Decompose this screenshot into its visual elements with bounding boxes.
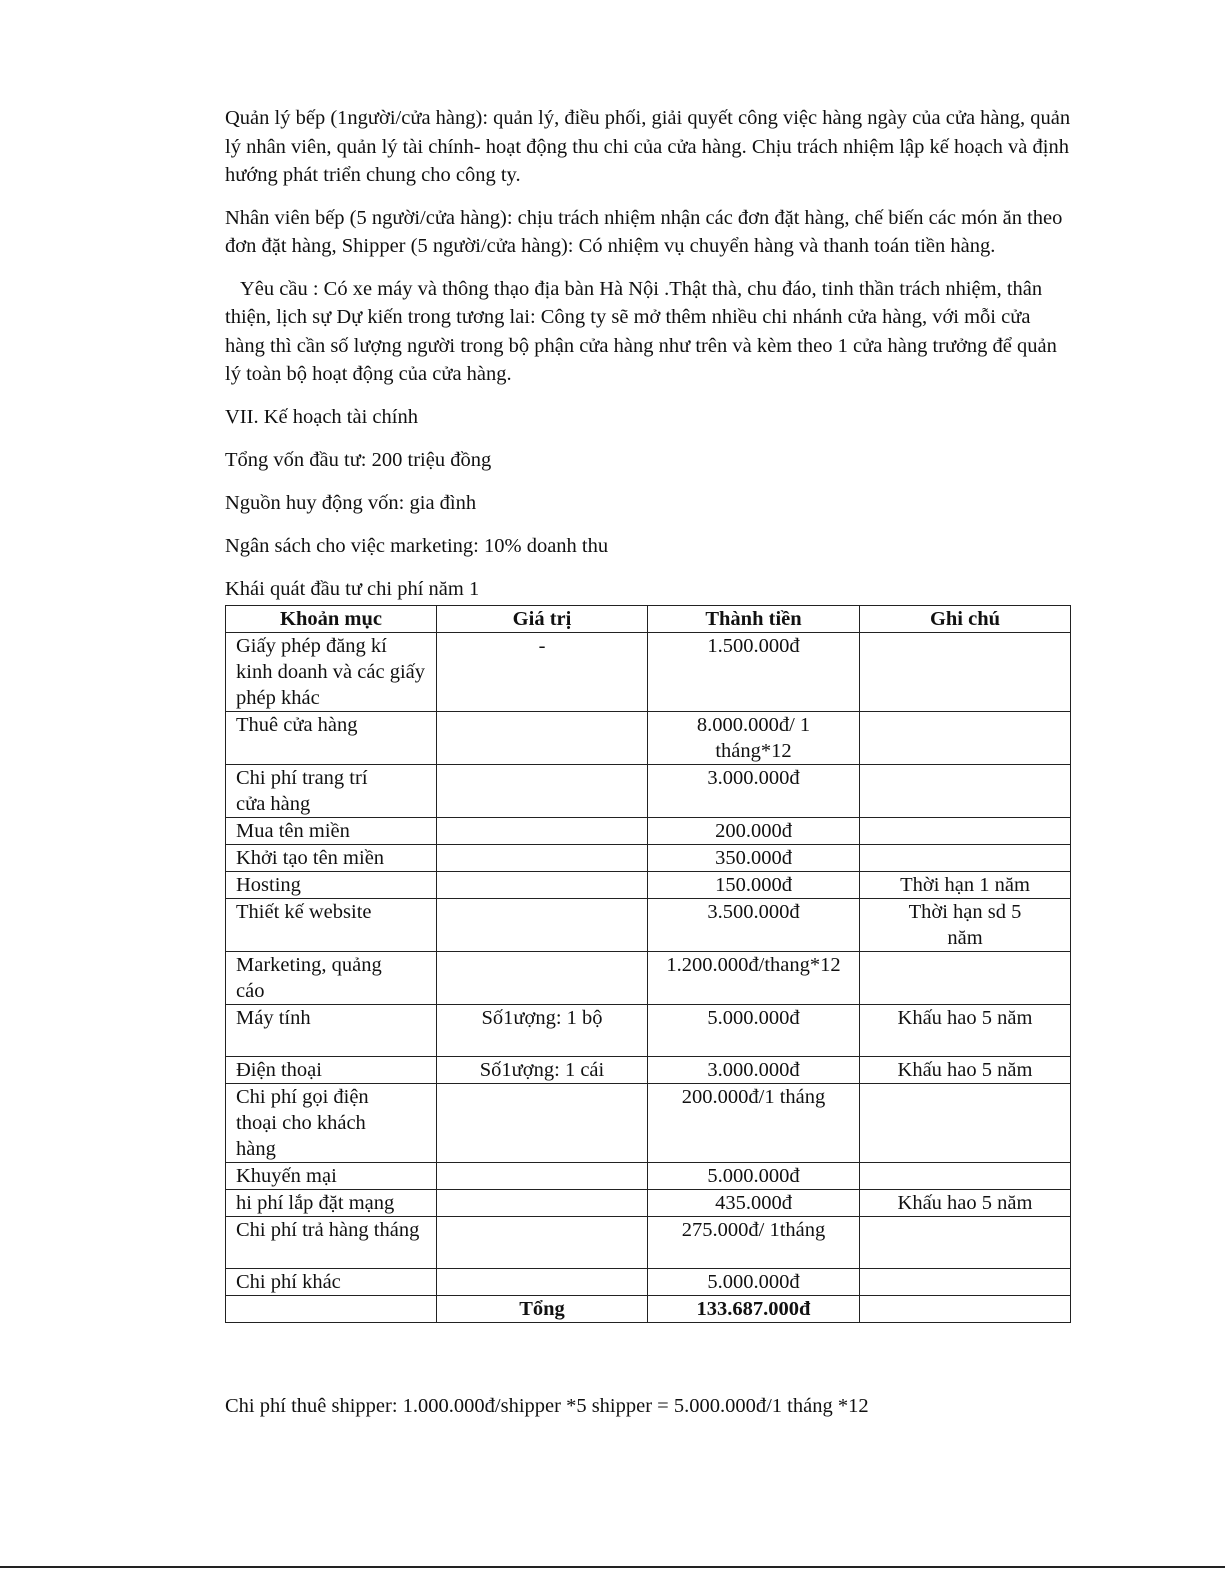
cell-note: Thời hạn sd 5 năm — [860, 898, 1071, 951]
cell-amount: 3.000.000đ — [648, 1056, 860, 1083]
cell-value: Số1ượng: 1 cái — [437, 1056, 648, 1083]
cell-amount: 350.000đ — [648, 844, 860, 871]
cell-note: Thời hạn 1 năm — [860, 871, 1071, 898]
table-row — [226, 844, 1071, 871]
table-row — [226, 817, 1071, 844]
table-row — [226, 1056, 1071, 1083]
cell-amount: 3.000.000đ — [648, 764, 860, 817]
cell-note — [860, 1216, 1071, 1268]
cell-value: Số1ượng: 1 bộ — [437, 1004, 648, 1056]
table-row — [226, 1268, 1071, 1295]
cell-value — [437, 1083, 648, 1162]
marketing-budget: Ngân sách cho việc marketing: 10% doanh thu — [225, 534, 609, 557]
table-row — [226, 898, 1071, 951]
cell-amount: 1.200.000đ/thang*12 — [648, 951, 860, 1004]
cell-note — [860, 1162, 1071, 1189]
cell-note — [860, 844, 1071, 871]
table-row — [226, 871, 1071, 898]
page-bottom-divider — [0, 1566, 1225, 1568]
cell-value — [437, 951, 648, 1004]
paragraph-requirements: Yêu cầu : Có xe máy và thông thạo địa bàn Hà Nội .Thật thà, chu đáo, tinh thần trách nhiệm, thân thiện, lịch sự Dự kiến trong tương lai: Công ty sẽ mở thêm nhiều chi nhánh cửa hàng, với mỗi cửa hàng thì cần số lượng người trong bộ phận cửa hàng như trên và kèm theo 1 cửa hàng trưởng để quản lý toàn bộ hoạt động của cửa hàng. — [225, 277, 1057, 385]
document-body — [225, 104, 1075, 1323]
total-label: Tổng — [437, 1295, 648, 1322]
cell-note: Khấu hao 5 năm — [860, 1004, 1071, 1056]
cell-note: Khấu hao 5 năm — [860, 1189, 1071, 1216]
cell-item: Marketing, quảng cáo — [226, 951, 437, 1004]
cell-note — [860, 632, 1071, 711]
cell-note — [860, 711, 1071, 764]
cell-value: - — [437, 632, 648, 711]
cell-item: Thuê cửa hàng — [226, 711, 437, 764]
paragraph-kitchen-manager: Quản lý bếp (1người/cửa hàng): quản lý, điều phối, giải quyết công việc hàng ngày của cửa hàng, quản lý nhân viên, quản lý tài chính- hoạt động thu chi của cửa hàng. Chịu trách nhiệm lập kế hoạch và định hướng phát triển chung cho công ty. — [225, 107, 1071, 186]
cell-item: Thiết kế website — [226, 898, 437, 951]
cell-value — [437, 817, 648, 844]
table-row — [226, 1004, 1071, 1056]
table-caption: Khái quát đầu tư chi phí năm 1 — [225, 577, 480, 600]
cell-value — [437, 1189, 648, 1216]
total-amount: 133.687.000đ — [648, 1295, 860, 1322]
cell-item: Chi phí gọi điện thoại cho khách hàng — [226, 1083, 437, 1162]
cell-amount: 200.000đ — [648, 817, 860, 844]
cell-note — [860, 764, 1071, 817]
cell-value — [437, 1162, 648, 1189]
cell-amount: 1.500.000đ — [648, 632, 860, 711]
cell-value — [437, 898, 648, 951]
cell-amount: 5.000.000đ — [648, 1268, 860, 1295]
cell-total-note-empty — [860, 1295, 1071, 1322]
cell-value — [437, 764, 648, 817]
cell-note — [860, 817, 1071, 844]
cell-item: hi phí lắp đặt mạng — [226, 1189, 437, 1216]
table-row — [226, 1216, 1071, 1268]
cell-amount: 150.000đ — [648, 871, 860, 898]
cell-amount: 200.000đ/1 tháng — [648, 1083, 860, 1162]
header-item: Khoản mục — [226, 605, 437, 632]
header-amount: Thành tiền — [648, 605, 860, 632]
table-row — [226, 632, 1071, 711]
cell-item: Điện thoại — [226, 1056, 437, 1083]
cell-item: Mua tên miền — [226, 817, 437, 844]
cost-table — [225, 605, 1071, 1323]
cell-note — [860, 1268, 1071, 1295]
total-capital: Tổng vốn đầu tư: 200 triệu đồng — [225, 448, 492, 471]
cell-item: Khởi tạo tên miền — [226, 844, 437, 871]
table-row — [226, 1083, 1071, 1162]
cell-total-empty — [226, 1295, 437, 1322]
table-total-row — [226, 1295, 1071, 1322]
table-header-row — [226, 605, 1071, 632]
cell-note: Khấu hao 5 năm — [860, 1056, 1071, 1083]
capital-source: Nguồn huy động vốn: gia đình — [225, 491, 477, 514]
header-value: Giá trị — [437, 605, 648, 632]
table-row — [226, 764, 1071, 817]
cell-value — [437, 871, 648, 898]
paragraph-kitchen-staff: Nhân viên bếp (5 người/cửa hàng): chịu trách nhiệm nhận các đơn đặt hàng, chế biến các món ăn theo đơn đặt hàng, Shipper (5 người/cửa hàng): Có nhiệm vụ chuyển hàng và thanh toán tiền hàng. — [225, 206, 1063, 257]
table-row — [226, 711, 1071, 764]
table-row — [226, 1189, 1071, 1216]
shipper-cost-note: Chi phí thuê shipper: 1.000.000đ/shipper *5 shipper = 5.000.000đ/1 tháng *12 — [225, 1395, 869, 1417]
cell-value — [437, 1268, 648, 1295]
cell-value — [437, 844, 648, 871]
cell-amount: 275.000đ/ 1tháng — [648, 1216, 860, 1268]
cell-value — [437, 711, 648, 764]
cell-item: Chi phí trả hàng tháng — [226, 1216, 437, 1268]
cell-item: Hosting — [226, 871, 437, 898]
cell-item: Khuyến mại — [226, 1162, 437, 1189]
cell-note — [860, 951, 1071, 1004]
cell-amount: 8.000.000đ/ 1 tháng*12 — [648, 711, 860, 764]
cell-amount: 5.000.000đ — [648, 1162, 860, 1189]
section-heading: VII. Kế hoạch tài chính — [225, 405, 418, 428]
cell-value — [437, 1216, 648, 1268]
table-row — [226, 1162, 1071, 1189]
header-note: Ghi chú — [860, 605, 1071, 632]
cell-amount: 3.500.000đ — [648, 898, 860, 951]
table-row — [226, 951, 1071, 1004]
cell-amount: 435.000đ — [648, 1189, 860, 1216]
cell-item: Chi phí trang trí cửa hàng — [226, 764, 437, 817]
cell-amount: 5.000.000đ — [648, 1004, 860, 1056]
cell-note — [860, 1083, 1071, 1162]
cell-item: Giấy phép đăng kí kinh doanh và các giấy phép khác — [226, 632, 437, 711]
cell-item: Máy tính — [226, 1004, 437, 1056]
cell-item: Chi phí khác — [226, 1268, 437, 1295]
